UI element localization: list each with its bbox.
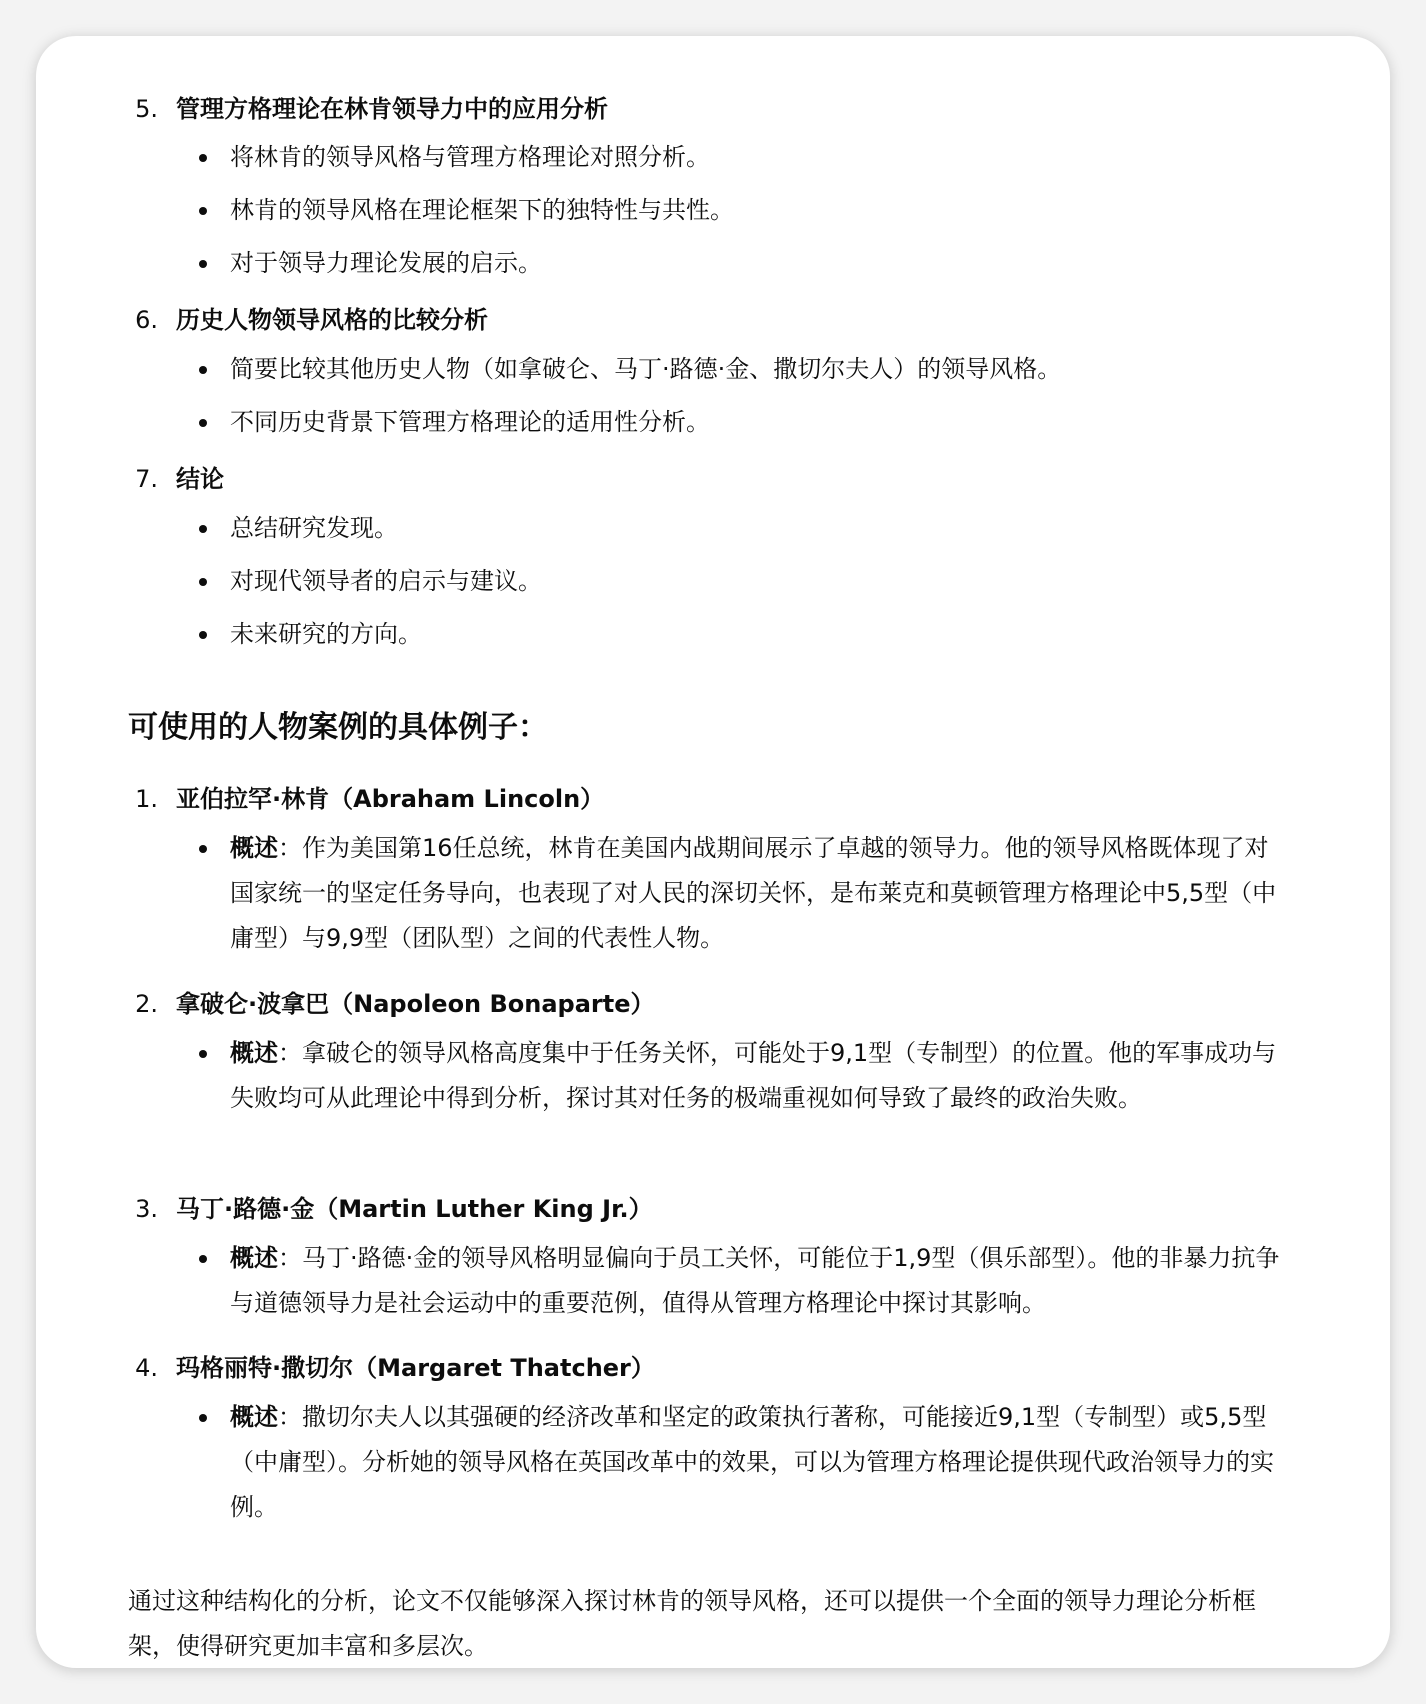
list-item: 林肯的领导风格在理论框架下的独特性与共性。	[230, 188, 1290, 233]
item-number: 3.	[135, 1195, 158, 1223]
item-number: 7.	[135, 465, 158, 493]
closing-paragraph: 通过这种结构化的分析，论文不仅能够深入探讨林肯的领导风格，还可以提供一个全面的领导力理论分析框架，使得研究更加丰富和多层次。	[128, 1587, 1256, 1660]
example-item-1	[135, 783, 605, 815]
item-title: 管理方格理论在林肯领导力中的应用分析	[176, 95, 608, 123]
item-title: 结论	[176, 465, 224, 493]
overview-text: ：拿破仑的领导风格高度集中于任务关怀，可能处于9,1型（专制型）的位置。他的军事成功与失败均可从此理论中得到分析，探讨其对任务的极端重视如何导致了最终的政治失败。	[230, 1039, 1277, 1112]
chat-message-card	[36, 36, 1390, 1668]
list-item: 总结研究发现。	[230, 506, 1290, 551]
list-item	[230, 826, 1290, 961]
example-item-3	[135, 1193, 653, 1225]
list-item: 将林肯的领导风格与管理方格理论对照分析。	[230, 135, 1290, 180]
item-title: 历史人物领导风格的比较分析	[176, 306, 488, 334]
overview-label: 概述	[230, 1039, 278, 1067]
overview-text: ：撒切尔夫人以其强硬的经济改革和坚定的政策执行著称，可能接近9,1型（专制型）或5,5型（中庸型）。分析她的领导风格在英国改革中的效果，可以为管理方格理论提供现代政治领导力的实例。	[230, 1403, 1274, 1521]
item-title: 玛格丽特·撒切尔（Margaret Thatcher）	[176, 1354, 655, 1382]
item-number: 4.	[135, 1354, 158, 1382]
item-title: 拿破仑·波拿巴（Napoleon Bonaparte）	[176, 990, 655, 1018]
item-number: 6.	[135, 306, 158, 334]
item-title: 马丁·路德·金（Martin Luther King Jr.）	[176, 1195, 653, 1223]
list-item: 对现代领导者的启示与建议。	[230, 559, 1290, 604]
list-item	[230, 1031, 1290, 1121]
item-number: 5.	[135, 95, 158, 123]
overview-label: 概述	[230, 1244, 278, 1272]
list-item: 对于领导力理论发展的启示。	[230, 241, 1290, 286]
overview-text: ：马丁·路德·金的领导风格明显偏向于员工关怀，可能位于1,9型（俱乐部型）。他的非暴力抗争与道德领导力是社会运动中的重要范例，值得从管理方格理论中探讨其影响。	[230, 1244, 1280, 1317]
item-number: 1.	[135, 785, 158, 813]
example-item-4	[135, 1352, 655, 1384]
item-number: 2.	[135, 990, 158, 1018]
outline-item-5	[135, 93, 608, 125]
list-item: 简要比较其他历史人物（如拿破仑、马丁·路德·金、撒切尔夫人）的领导风格。	[230, 347, 1290, 392]
outline-item-6	[135, 304, 488, 336]
overview-text: ：作为美国第16任总统，林肯在美国内战期间展示了卓越的领导力。他的领导风格既体现了对国家统一的坚定任务导向，也表现了对人民的深切关怀，是布莱克和莫顿管理方格理论中5,5型（中庸型）与9,9型（团队型）之间的代表性人物。	[230, 834, 1277, 952]
item-title: 亚伯拉罕·林肯（Abraham Lincoln）	[176, 785, 605, 813]
section-heading: 可使用的人物案例的具体例子：	[128, 710, 548, 745]
list-item: 未来研究的方向。	[230, 612, 1290, 657]
example-item-2	[135, 988, 655, 1020]
list-item	[230, 1236, 1290, 1326]
overview-label: 概述	[230, 1403, 278, 1431]
overview-label: 概述	[230, 834, 278, 862]
outline-item-7	[135, 463, 224, 495]
list-item	[230, 1395, 1290, 1530]
list-item: 不同历史背景下管理方格理论的适用性分析。	[230, 400, 1290, 445]
